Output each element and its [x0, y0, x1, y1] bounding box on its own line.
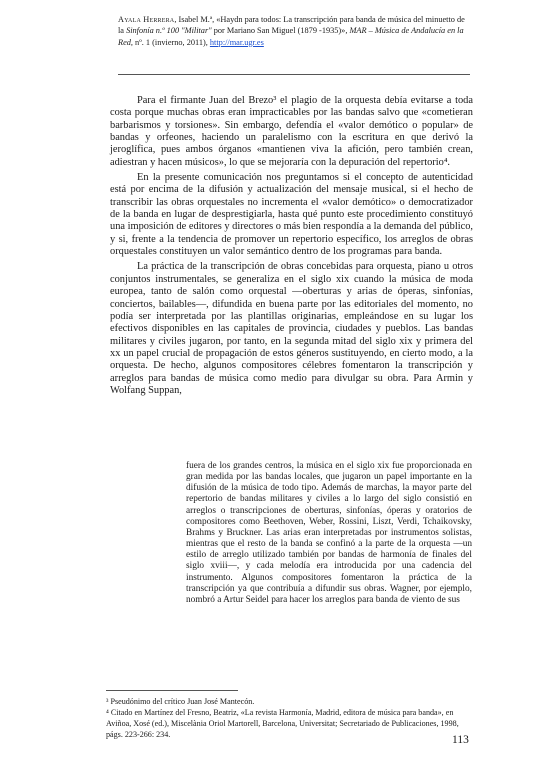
block-quote-text: fuera de los grandes centros, la música en el siglo xix fue proporcionada en gran medida por las bandas locales, que jugaron un papel importante en la difusión de la música de todo tipo. Además de marchas, la mayor parte del repertorio de bandas militares y civiles a lo largo del siglo consistió en arreglos o transcripciones de oberturas, sinfonías, óperas y oratorios de compositores como Beethoven, Weber, Rossini, Liszt, Verdi, Tchaikovsky, Brahms y Bruckner. Las arias eran interpretadas por instrumentos solistas, mientras que el resto de la banda se confinó a la parte de la orquesta —un estilo de arreglo utilizado también por bandas de harmonía de finales del siglo xviii—, y cada melodía era introducida por una cadencia del instrumento. Algunos compositores fomentaron la práctica de la transcripción ya que contribuía a difundir sus obras. Wagner, por ejemplo, nombró a Artur Seidel para hacer los arreglos para banda de viento de sus: [186, 461, 472, 605]
footnote: ⁴ Citado en Martínez del Fresno, Beatriz, «La revista Harmonía, Madrid, editora de música para banda», en Aviñoa, Xosé (ed.), Miscelània Oriol Martorell, Barcelona, Universitat; Secretariado de Publicaciones, 1998, págs. 223-266: 234.: [106, 708, 459, 739]
footnotes: [106, 696, 472, 740]
footnote-divider: [106, 690, 238, 691]
running-header: [118, 14, 470, 48]
main-text: [110, 95, 473, 397]
header-author-surname: Ayala Herrera: [118, 15, 175, 24]
header-author-and-title: , Isabel M.ª, «Haydn para todos: La transcripción para banda de música del minuetto de la: [118, 15, 465, 36]
header-work-title: Sinfonía n.º 100 "Militar": [126, 26, 212, 36]
header-divider: [118, 74, 470, 75]
page-number: 113: [452, 734, 469, 746]
header-journal-name: MAR – Música de Andalucía en la Red: [118, 26, 464, 47]
paragraph: En la presente comunicación nos preguntamos si el concepto de autenticidad está por encima de la difusión y actualización del mensaje musical, si el hecho de transcribir las obras orquestales no incrementa el «valor demótico» o democratizador de la banda en lugar de desprestigiarla, hasta qué punto este procedimiento constituyó una imposición de editores y directores o más bien respondía a la demanda del público, y si, frente a la tendencia de promover un repertorio específico, los arreglos de obras orquestales constituyen un valor semántico dentro de los programas para banda.: [110, 172, 473, 258]
paragraph: La práctica de la transcripción de obras concebidas para orquesta, piano u otros conjuntos instrumentales, se generaliza en el siglo xix cuando la música de moda europea, tanto de salón como orquestal —oberturas y arias de óperas, sinfonías, conciertos, bailables—, difundida en buena parte por las editoriales del momento, no podía ser interpretada por las plantillas originarias, empleándose en su lugar los efectivos disponibles en las capitales de provincia, ciudades y pueblos. Las bandas militares y civiles jugaron, por tanto, en la segunda mitad del siglo xix y primera del xx un papel crucial de propagación de estos géneros sustituyendo, en cierto modo, a la orquesta. De hecho, algunos compositores célebres fomentaron la transcripción y arreglos para bandas de música como medio para divulgar su obra. Para Armin y Wolfang Suppan,: [110, 261, 473, 396]
header-issue-info: , nº. 1 (invierno, 2011),: [130, 37, 210, 47]
footnote: ³ Pseudónimo del crítico Juan José Mantecón.: [106, 697, 255, 706]
header-journal-link[interactable]: http://mar.ugr.es: [209, 37, 264, 47]
header-title-middle: por Mariano San Miguel (1879 -1935)»,: [211, 26, 350, 36]
paragraph: Para el firmante Juan del Brezo³ el plagio de la orquesta debía evitarse a toda costa porque muchas obras eran impracticables por las bandas salvo que «cometieran barbarismos y torsiones». Sin embargo, defendía el «valor demótico o popular» de bandas y orfeones, haciendo un paralelismo con la escritura en que derivó la jeroglífica, pues ambos órganos «mantienen viva la afición, pero también crean, adiestran y hacen músicos», lo que se mejoraría con la depuración del repertorio⁴.: [110, 95, 473, 168]
block-quote: [186, 461, 472, 606]
